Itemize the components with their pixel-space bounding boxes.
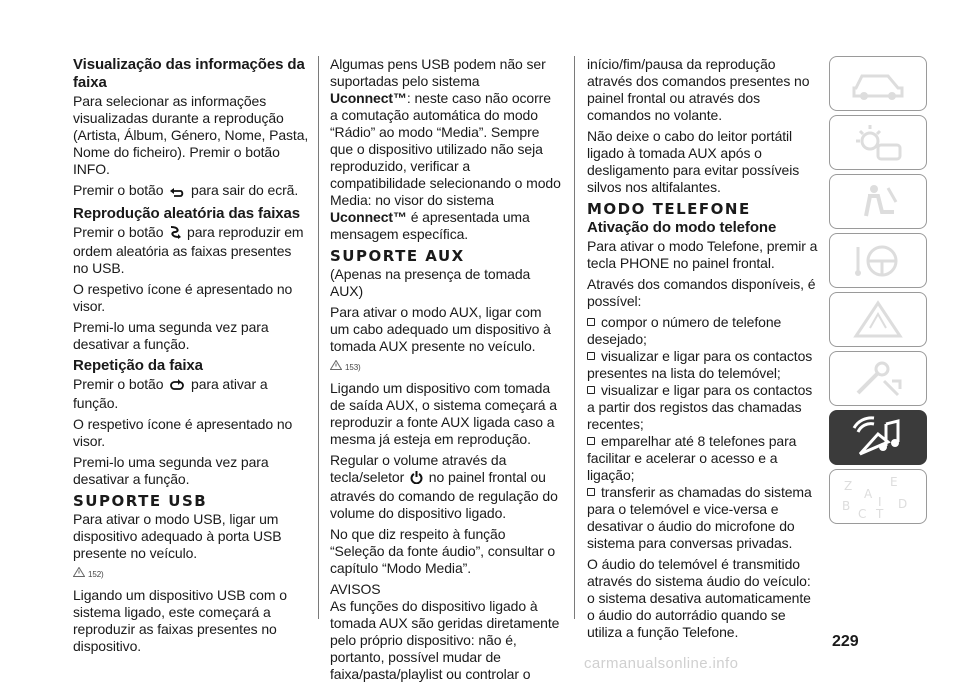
paragraph: Para ativar o modo USB, ligar um dispositivo adequado à porta USB presente no veículo. [73, 511, 282, 561]
multimedia-icon [848, 416, 908, 460]
warning-reference: 152) [73, 566, 309, 583]
paragraph: Através dos comandos disponíveis, é possível: [587, 276, 816, 309]
list-item: visualizar e ligar para os contactos presentes na lista do telemóvel; [587, 348, 813, 381]
brand-name: Uconnect™ [330, 209, 407, 225]
tab-multimedia[interactable] [829, 410, 927, 465]
list-item: emparelhar até 8 telefones para facilitar e acelerar o acesso e a ligação; [587, 433, 797, 483]
steering-wheel-icon [848, 241, 908, 281]
power-icon [410, 471, 423, 488]
svg-text:A: A [864, 486, 873, 501]
heading-track-info: Visualização das informações da faixa [73, 56, 305, 91]
repeat-icon [169, 378, 185, 395]
svg-text:C: C [858, 506, 867, 520]
paragraph: Premir o botão para ativar a função. [73, 376, 268, 411]
paragraph: Para selecionar as informações visualizadas durante a reprodução (Artista, Álbum, Género, Nome, Pasta, Nome do ficheiro). Premir o botão INFO. [73, 93, 309, 177]
warning-reference: 153) [330, 359, 562, 376]
paragraph: Ligando um dispositivo com tomada de saída AUX, o sistema começará a reproduzir a fonte AUX ligada caso a mesma já esteja em reprodução. [330, 380, 557, 447]
heading-random: Reprodução aleatória das faixas [73, 205, 300, 222]
svg-text:I: I [878, 494, 882, 509]
tab-index[interactable] [829, 469, 927, 524]
column-left [73, 56, 309, 659]
paragraph: O respetivo ícone é apresentado no visor. [73, 281, 293, 314]
paragraph: O respetivo ícone é apresentado no visor. [73, 416, 293, 449]
paragraph: Não deixe o cabo do leitor portátil ligado à tomada AUX após o desligamento para evitar possíveis silvos nos altifalantes. [587, 128, 800, 195]
paragraph: Regular o volume através da tecla/seletor no painel frontal ou através do comando de regulação do volume do dispositivo ligado. [330, 452, 558, 521]
warning-triangle-icon [848, 300, 908, 340]
watermark-footer[interactable]: carmanualsonline.info [584, 655, 739, 672]
heading-phone-mode: MODO TELEFONE [587, 200, 751, 218]
tab-car[interactable] [829, 56, 927, 111]
list-item: transferir as chamadas do sistema para o telemóvel e vice-versa e desativar o áudio do microfone do sistema para conversas privadas. [587, 484, 812, 551]
column-right [587, 56, 819, 645]
tab-emergency[interactable] [829, 292, 927, 347]
paragraph: Premir o botão para sair do ecrã. [73, 182, 309, 201]
warning-icon [330, 359, 342, 376]
shuffle-icon [169, 225, 181, 243]
paragraph: Para ativar o modo AUX, ligar com um cabo adequado um dispositivo à tomada AUX presente no veículo. [330, 304, 551, 354]
paragraph: O áudio do telemóvel é transmitido através do sistema áudio do veículo: o sistema desativa automaticamente o áudio do autorrádio quando se utiliza a função Telefone. [587, 556, 811, 640]
list-item: compor o número de telefone desejado; [587, 314, 782, 347]
bullet-square-icon [587, 386, 595, 394]
paragraph: Premir o botão para reproduzir em ordem aleatória as faixas presentes no USB. [73, 224, 304, 276]
paragraph: Premi-lo uma segunda vez para desativar a função. [73, 454, 269, 487]
list-item: visualizar e ligar para os contactos a partir dos registos das chamadas recentes; [587, 382, 813, 432]
car-icon [848, 66, 908, 102]
maintenance-icon [848, 359, 908, 399]
column-middle [330, 56, 562, 687]
svg-text:B: B [842, 498, 851, 513]
back-icon [169, 184, 185, 201]
bullet-square-icon [587, 318, 595, 326]
svg-text:T: T [876, 506, 884, 520]
bullet-square-icon [587, 437, 595, 445]
brand-name: Uconnect™ [330, 90, 407, 106]
paragraph: No que diz respeito à função “Seleção da fonte áudio”, consultar o capítulo “Modo Media”. [330, 526, 556, 576]
chapter-tabs [829, 56, 927, 528]
warning-icon [73, 566, 85, 583]
tab-safety[interactable] [829, 174, 927, 229]
tab-driving[interactable] [829, 233, 927, 288]
heading-usb: SUPORTE USB [73, 492, 208, 510]
bullet-square-icon [587, 352, 595, 360]
paragraph: As funções do dispositivo ligado à tomada AUX são geridas diretamente pelo próprio dispositivo: não é, portanto, possível mudar de faixa/pasta/playlist ou controlar o [330, 598, 560, 682]
bullet-square-icon [587, 488, 595, 496]
index-letters-icon [838, 474, 918, 520]
column-divider [574, 56, 575, 619]
tab-maintenance[interactable] [829, 351, 927, 406]
bullet-list [587, 314, 819, 552]
paragraph: AVISOS [330, 581, 381, 597]
column-divider [318, 56, 319, 619]
svg-text:Z: Z [844, 478, 853, 493]
dashboard-lights-icon [848, 123, 908, 163]
heading-activate-phone: Ativação do modo telefone [587, 219, 777, 236]
paragraph: Para ativar o modo Telefone, premir a tecla PHONE no painel frontal. [587, 238, 818, 271]
heading-repeat: Repetição da faixa [73, 357, 203, 374]
svg-text:D: D [898, 496, 908, 511]
paragraph: Algumas pens USB podem não ser suportadas pelo sistema Uconnect™: neste caso não ocorre a comutação automática do modo “Rádio” ao modo “Media”. Sempre que o dispositivo utilizado não seja reproduzido, verificar a compatibilidade selecionando o modo Media: no visor do sistema Uconnect™ é apresentada uma mensagem específica. [330, 56, 561, 242]
heading-aux: SUPORTE AUX [330, 247, 465, 265]
paragraph: início/fim/pausa da reprodução através dos comandos presentes no painel frontal ou através dos comandos no volante. [587, 56, 810, 123]
paragraph: (Apenas na presença de tomada AUX) [330, 266, 531, 299]
paragraph: Premi-lo uma segunda vez para desativar a função. [73, 319, 269, 352]
paragraph: Ligando um dispositivo USB com o sistema ligado, este começará a reproduzir as faixas presentes no dispositivo. [73, 587, 287, 654]
tab-dashboard[interactable] [829, 115, 927, 170]
svg-text:E: E [890, 474, 898, 489]
seat-safety-icon [848, 182, 908, 222]
page-number: 229 [832, 633, 859, 650]
